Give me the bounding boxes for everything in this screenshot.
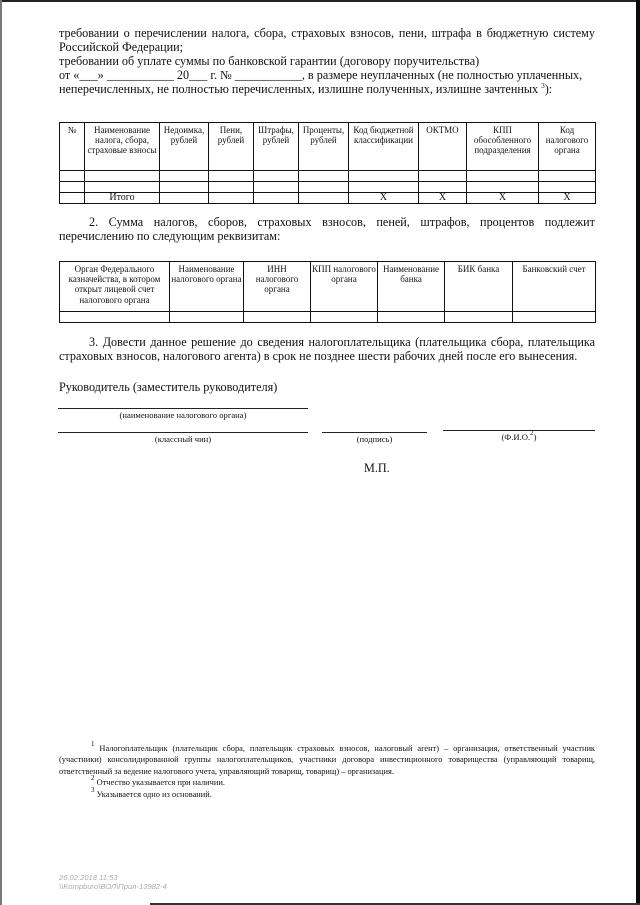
table-row (60, 312, 596, 323)
table-cell[interactable] (445, 312, 513, 323)
table-row (60, 182, 596, 193)
section-2-text: 2. Сумма налогов, сборов, страховых взносов, пеней, штрафов, процентов подлежит перечислению по следующим реквизитам: (59, 215, 595, 243)
table-row (60, 171, 596, 182)
table-cell[interactable] (254, 182, 299, 193)
signature-caption: (подпись) (356, 434, 393, 444)
total-cell[interactable] (299, 193, 349, 204)
signatory-title: Руководитель (заместитель руководителя) (59, 380, 278, 394)
org-name-line[interactable] (58, 408, 308, 409)
table-cell[interactable] (378, 312, 445, 323)
col-header-bank-account: Банковский счет (513, 262, 596, 312)
col-header-number: № (60, 123, 85, 171)
table-cell[interactable] (60, 171, 85, 182)
col-header-bank-name: Наименование банка (378, 262, 445, 312)
print-datetime: 26.02.2018 11:53 (59, 873, 118, 882)
fio-caption (443, 429, 595, 442)
intro-requirement-transfer: требовании о перечислении налога, сбора, страховых взносов, пени, штрафа в бюджетную систему Российской Федерации; (59, 26, 595, 54)
total-cell-x: X (467, 193, 539, 204)
fio-caption-text: (Ф.И.О. (501, 432, 531, 442)
col-header-interest: Проценты, рублей (299, 123, 349, 171)
total-label: Итого (85, 193, 160, 204)
table-header-row (60, 262, 596, 312)
table-cell[interactable] (539, 171, 596, 182)
col-header-kpp: КПП налогового органа (311, 262, 378, 312)
table-cell[interactable] (299, 171, 349, 182)
print-doc-ref: \\Kompburo\ВОЛ\Прил-13982-4 (59, 882, 167, 891)
col-header-tax-authority-name: Наименование налогового органа (170, 262, 244, 312)
total-cell-x: X (419, 193, 467, 204)
table-cell[interactable] (419, 182, 467, 193)
table-total-row (60, 193, 596, 204)
footnote-number: 1 (91, 740, 95, 748)
footnote-2 (59, 774, 595, 788)
footnote-3 (59, 785, 595, 800)
footnote-text: Указывается одно из оснований. (96, 789, 212, 799)
col-header-inn: ИНН налогового органа (244, 262, 311, 312)
table-cell[interactable] (85, 182, 160, 193)
total-cell[interactable] (160, 193, 209, 204)
col-header-kbk: Код бюджетной классификации (349, 123, 419, 171)
rank-line[interactable] (58, 432, 308, 433)
footnote-number: 3 (91, 785, 95, 794)
intro-amount-end: ): (544, 82, 553, 96)
table-cell[interactable] (254, 171, 299, 182)
table-cell[interactable] (60, 312, 170, 323)
rank-caption: (классный чин) (154, 434, 212, 444)
table-cell[interactable] (513, 312, 596, 323)
print-stamp (59, 873, 167, 891)
fio-line[interactable] (443, 430, 595, 431)
table-cell[interactable] (170, 312, 244, 323)
col-header-oktmo: ОКТМО (419, 123, 467, 171)
table-cell[interactable] (60, 182, 85, 193)
table-cell[interactable] (539, 182, 596, 193)
table-cell[interactable] (467, 171, 539, 182)
stamp-place-label: М.П. (364, 461, 390, 475)
footnote-1 (59, 740, 596, 777)
col-header-kpp-branch: КПП обособленного подразделения (467, 123, 539, 171)
table-cell[interactable] (419, 171, 467, 182)
scan-edge-left (0, 0, 2, 905)
intro-requirement-guarantee: требовании об уплате суммы по банковской гарантии (договору поручительства) (59, 54, 480, 68)
total-cell-x: X (539, 193, 596, 204)
footnote-text: Налогоплательщик (плательщик сбора, плательщик страховых взносов, налоговый агент) – организация, ответственный участник (участники) консолидированной группы налогоплательщиков, участники договора инвестиционного товарищества (управляющий товарищ, ответственный за ведение налогового учета, управляющий товарищ, товарищ) – организация. (59, 744, 596, 776)
table-cell[interactable] (311, 312, 378, 323)
col-header-arrears: Недоимка, рублей (160, 123, 209, 171)
total-cell (60, 193, 85, 204)
table-cell[interactable] (209, 182, 254, 193)
table-cell[interactable] (85, 171, 160, 182)
table-cell[interactable] (467, 182, 539, 193)
col-header-treasury-body: Орган Федерального казначейства, в котором открыт лицевой счет налогового органа (60, 262, 170, 312)
scan-edge-top (0, 0, 640, 2)
table-cell[interactable] (299, 182, 349, 193)
col-header-bik: БИК банка (445, 262, 513, 312)
footnote-ref-2: 2 (530, 429, 534, 437)
table-cell[interactable] (160, 182, 209, 193)
total-cell[interactable] (209, 193, 254, 204)
section-3-text: 3. Довести данное решение до сведения налогоплательщика (плательщика сбора, плательщика страховых взносов, налогового агента) в срок не позднее шести рабочих дней после его вынесения. (59, 335, 595, 363)
footnotes (59, 740, 596, 800)
col-header-penalty: Пени, рублей (209, 123, 254, 171)
signature-line[interactable] (322, 432, 427, 433)
footnote-ref-3: 3 (541, 82, 545, 90)
table-header-row (60, 123, 596, 171)
tax-debt-table (59, 122, 596, 204)
intro-amount-line (59, 82, 552, 97)
intro-date-number-line: от «___» ___________ 20___ г. № ___________, в размере неуплаченных (не полностью уплаченных, (59, 68, 583, 82)
col-header-fines: Штрафы, рублей (254, 123, 299, 171)
org-name-caption: (наименование налогового органа) (119, 410, 247, 420)
scan-edge-right (636, 0, 640, 905)
fio-caption-end: ) (533, 432, 537, 442)
payment-details-table (59, 261, 596, 323)
table-cell[interactable] (244, 312, 311, 323)
table-cell[interactable] (349, 182, 419, 193)
table-cell[interactable] (160, 171, 209, 182)
footnote-number: 2 (91, 774, 95, 783)
table-cell[interactable] (209, 171, 254, 182)
table-cell[interactable] (349, 171, 419, 182)
col-header-tax-name: Наименование налога, сбора, страховые взносы (85, 123, 160, 171)
total-cell[interactable] (254, 193, 299, 204)
col-header-tax-authority-code: Код налогового органа (539, 123, 596, 171)
total-cell-x: X (349, 193, 419, 204)
footnote-text: Отчество указывается при наличии. (96, 778, 225, 788)
intro-amount-text: неперечисленных, не полностью перечисленных, излишне полученных, излишне зачтенных (59, 82, 539, 96)
